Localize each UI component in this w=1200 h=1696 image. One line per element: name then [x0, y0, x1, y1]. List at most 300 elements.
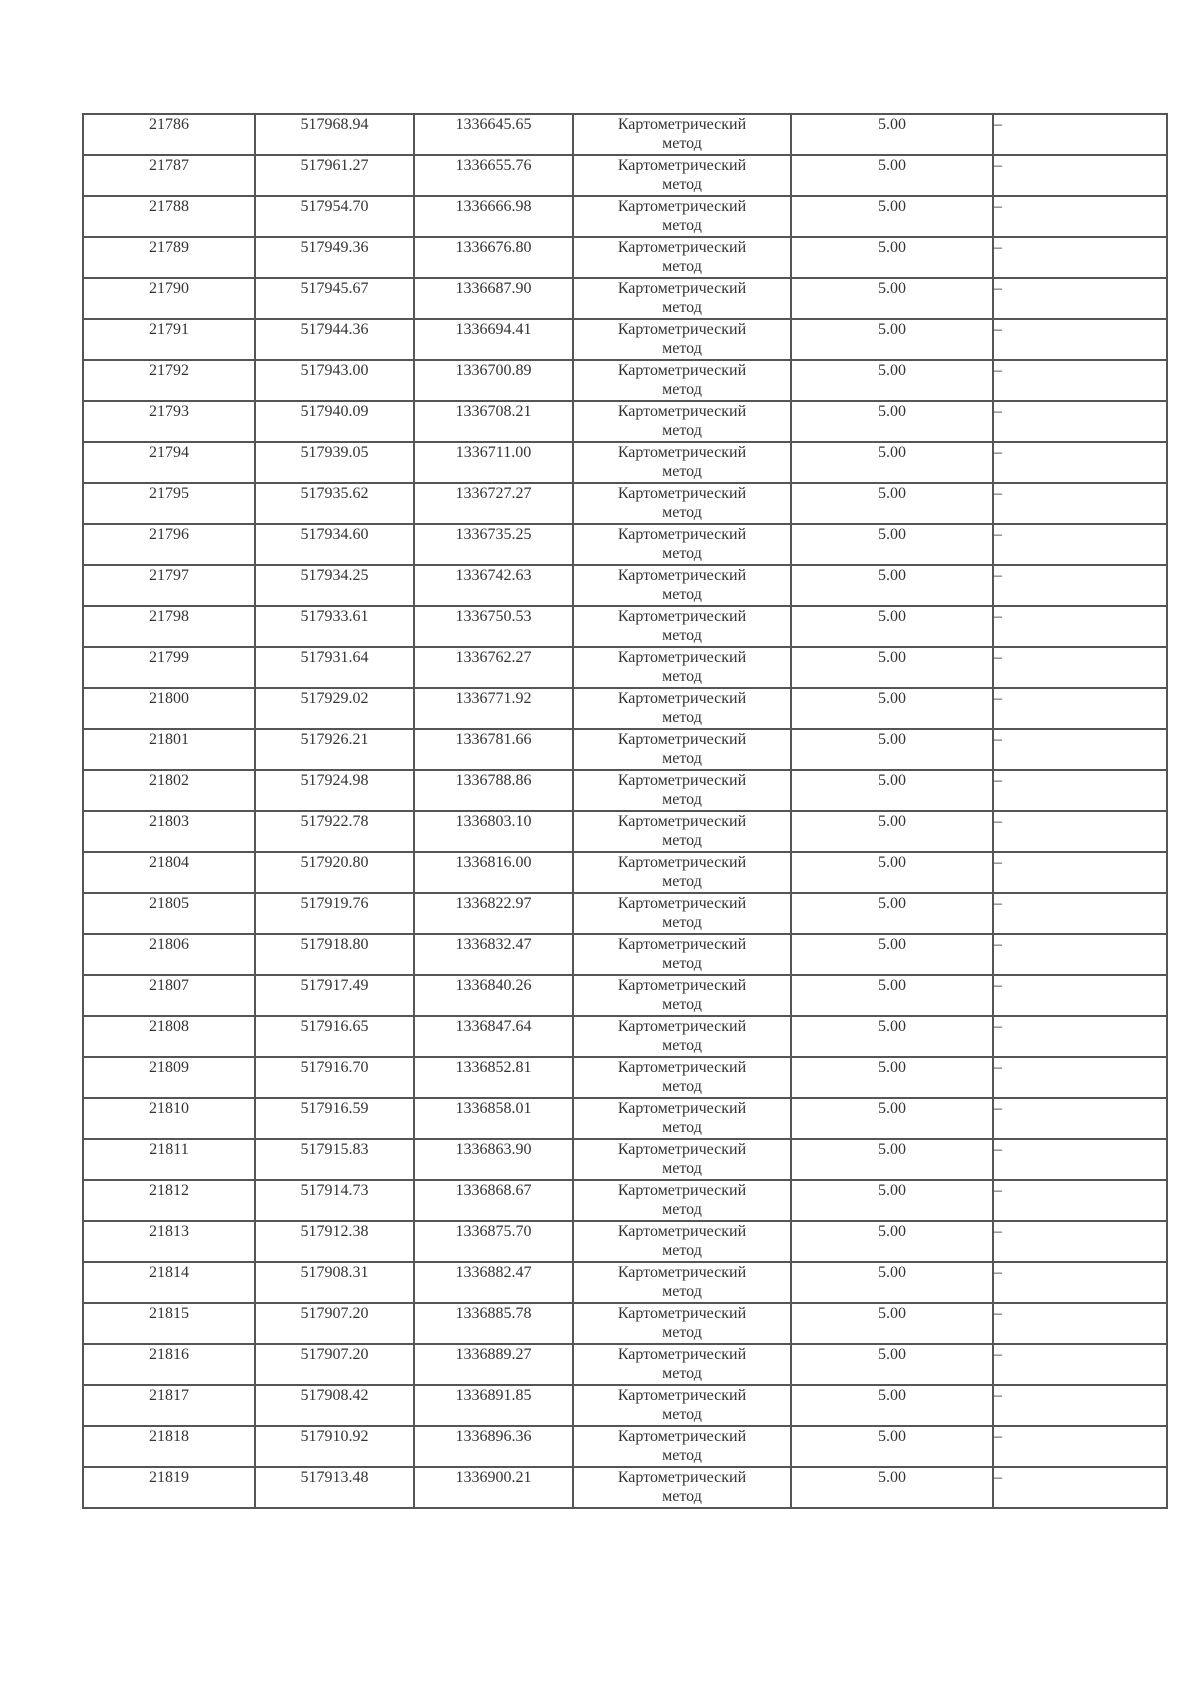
point-number-cell: 21818	[83, 1426, 255, 1467]
method-label-line2: метод	[662, 1406, 702, 1423]
method-label-line1: Картометрический	[617, 977, 747, 994]
method-label-line2: метод	[662, 1365, 702, 1382]
method-cell	[573, 934, 791, 975]
point-number-cell: 21808	[83, 1016, 255, 1057]
note-cell: –	[993, 196, 1167, 237]
point-number-cell: 21806	[83, 934, 255, 975]
table-row	[83, 278, 1167, 319]
note-cell: –	[993, 893, 1167, 934]
y-coordinate-cell: 1336900.21	[414, 1467, 573, 1508]
method-label-line1: Картометрический	[617, 280, 747, 297]
method-label-line2: метод	[662, 832, 702, 849]
method-label-line2: метод	[662, 750, 702, 767]
method-cell	[573, 360, 791, 401]
x-coordinate-cell: 517907.20	[255, 1303, 414, 1344]
table-row	[83, 1303, 1167, 1344]
method-label-line1: Картометрический	[617, 239, 747, 256]
method-label-line2: метод	[662, 1160, 702, 1177]
point-number-cell: 21805	[83, 893, 255, 934]
method-label-line1: Картометрический	[617, 1141, 747, 1158]
note-cell: –	[993, 565, 1167, 606]
table-row	[83, 934, 1167, 975]
accuracy-cell: 5.00	[791, 237, 993, 278]
method-label-line1: Картометрический	[617, 444, 747, 461]
method-cell	[573, 114, 791, 155]
y-coordinate-cell: 1336840.26	[414, 975, 573, 1016]
x-coordinate-cell: 517933.61	[255, 606, 414, 647]
method-label-line2: метод	[662, 1242, 702, 1259]
note-cell: –	[993, 1098, 1167, 1139]
y-coordinate-cell: 1336700.89	[414, 360, 573, 401]
x-coordinate-cell: 517908.31	[255, 1262, 414, 1303]
x-coordinate-cell: 517944.36	[255, 319, 414, 360]
method-label-line1: Картометрический	[617, 485, 747, 502]
table-row	[83, 770, 1167, 811]
note-cell: –	[993, 319, 1167, 360]
note-cell: –	[993, 1385, 1167, 1426]
x-coordinate-cell: 517929.02	[255, 688, 414, 729]
accuracy-cell: 5.00	[791, 1385, 993, 1426]
y-coordinate-cell: 1336771.92	[414, 688, 573, 729]
method-label-line2: метод	[662, 1283, 702, 1300]
table-row	[83, 1016, 1167, 1057]
y-coordinate-cell: 1336735.25	[414, 524, 573, 565]
method-label-line2: метод	[662, 586, 702, 603]
method-label-line2: метод	[662, 955, 702, 972]
y-coordinate-cell: 1336822.97	[414, 893, 573, 934]
x-coordinate-cell: 517924.98	[255, 770, 414, 811]
method-cell	[573, 852, 791, 893]
method-cell	[573, 1344, 791, 1385]
method-label-line1: Картометрический	[617, 1428, 747, 1445]
x-coordinate-cell: 517917.49	[255, 975, 414, 1016]
y-coordinate-cell: 1336896.36	[414, 1426, 573, 1467]
point-number-cell: 21812	[83, 1180, 255, 1221]
method-cell	[573, 729, 791, 770]
x-coordinate-cell: 517934.60	[255, 524, 414, 565]
note-cell: –	[993, 278, 1167, 319]
point-number-cell: 21792	[83, 360, 255, 401]
method-cell	[573, 237, 791, 278]
method-label-line2: метод	[662, 258, 702, 275]
method-label-line1: Картометрический	[617, 1223, 747, 1240]
y-coordinate-cell: 1336875.70	[414, 1221, 573, 1262]
point-number-cell: 21817	[83, 1385, 255, 1426]
note-cell: –	[993, 155, 1167, 196]
note-cell: –	[993, 811, 1167, 852]
note-cell: –	[993, 934, 1167, 975]
method-cell	[573, 893, 791, 934]
x-coordinate-cell: 517916.70	[255, 1057, 414, 1098]
accuracy-cell: 5.00	[791, 1303, 993, 1344]
x-coordinate-cell: 517918.80	[255, 934, 414, 975]
note-cell: –	[993, 852, 1167, 893]
accuracy-cell: 5.00	[791, 1139, 993, 1180]
method-label-line2: метод	[662, 340, 702, 357]
y-coordinate-cell: 1336803.10	[414, 811, 573, 852]
point-number-cell: 21787	[83, 155, 255, 196]
y-coordinate-cell: 1336666.98	[414, 196, 573, 237]
method-cell	[573, 1426, 791, 1467]
point-number-cell: 21814	[83, 1262, 255, 1303]
method-label-line2: метод	[662, 1037, 702, 1054]
table-row	[83, 893, 1167, 934]
y-coordinate-cell: 1336882.47	[414, 1262, 573, 1303]
accuracy-cell: 5.00	[791, 565, 993, 606]
table-row	[83, 647, 1167, 688]
method-label-line1: Картометрический	[617, 649, 747, 666]
table-row	[83, 811, 1167, 852]
point-number-cell: 21800	[83, 688, 255, 729]
note-cell: –	[993, 770, 1167, 811]
method-label-line2: метод	[662, 217, 702, 234]
method-label-line1: Картометрический	[617, 608, 747, 625]
method-label-line1: Картометрический	[617, 895, 747, 912]
table-row	[83, 1262, 1167, 1303]
method-cell	[573, 770, 791, 811]
table-row	[83, 483, 1167, 524]
point-number-cell: 21801	[83, 729, 255, 770]
note-cell: –	[993, 237, 1167, 278]
note-cell: –	[993, 975, 1167, 1016]
y-coordinate-cell: 1336891.85	[414, 1385, 573, 1426]
accuracy-cell: 5.00	[791, 1262, 993, 1303]
note-cell: –	[993, 729, 1167, 770]
x-coordinate-cell: 517939.05	[255, 442, 414, 483]
method-label-line1: Картометрический	[617, 1387, 747, 1404]
point-number-cell: 21799	[83, 647, 255, 688]
note-cell: –	[993, 401, 1167, 442]
x-coordinate-cell: 517908.42	[255, 1385, 414, 1426]
method-label-line2: метод	[662, 463, 702, 480]
note-cell: –	[993, 1303, 1167, 1344]
method-label-line1: Картометрический	[617, 1100, 747, 1117]
method-label-line2: метод	[662, 299, 702, 316]
table-row	[83, 1098, 1167, 1139]
table-row	[83, 1180, 1167, 1221]
x-coordinate-cell: 517914.73	[255, 1180, 414, 1221]
method-label-line1: Картометрический	[617, 403, 747, 420]
x-coordinate-cell: 517919.76	[255, 893, 414, 934]
accuracy-cell: 5.00	[791, 647, 993, 688]
y-coordinate-cell: 1336781.66	[414, 729, 573, 770]
note-cell: –	[993, 1467, 1167, 1508]
table-row	[83, 114, 1167, 155]
method-cell	[573, 1385, 791, 1426]
method-label-line2: метод	[662, 996, 702, 1013]
accuracy-cell: 5.00	[791, 975, 993, 1016]
note-cell: –	[993, 442, 1167, 483]
y-coordinate-cell: 1336762.27	[414, 647, 573, 688]
table-row	[83, 688, 1167, 729]
y-coordinate-cell: 1336885.78	[414, 1303, 573, 1344]
accuracy-cell: 5.00	[791, 1016, 993, 1057]
method-cell	[573, 401, 791, 442]
method-label-line1: Картометрический	[617, 1469, 747, 1486]
method-label-line1: Картометрический	[617, 1264, 747, 1281]
table-row	[83, 1139, 1167, 1180]
coordinates-table	[82, 113, 1168, 1509]
x-coordinate-cell: 517934.25	[255, 565, 414, 606]
accuracy-cell: 5.00	[791, 688, 993, 729]
accuracy-cell: 5.00	[791, 196, 993, 237]
point-number-cell: 21813	[83, 1221, 255, 1262]
accuracy-cell: 5.00	[791, 1180, 993, 1221]
accuracy-cell: 5.00	[791, 483, 993, 524]
method-label-line2: метод	[662, 422, 702, 439]
x-coordinate-cell: 517920.80	[255, 852, 414, 893]
table-row	[83, 401, 1167, 442]
x-coordinate-cell: 517910.92	[255, 1426, 414, 1467]
method-label-line1: Картометрический	[617, 936, 747, 953]
note-cell: –	[993, 647, 1167, 688]
method-cell	[573, 524, 791, 565]
method-cell	[573, 975, 791, 1016]
x-coordinate-cell: 517931.64	[255, 647, 414, 688]
accuracy-cell: 5.00	[791, 319, 993, 360]
method-label-line1: Картометрический	[617, 321, 747, 338]
x-coordinate-cell: 517912.38	[255, 1221, 414, 1262]
note-cell: –	[993, 1344, 1167, 1385]
point-number-cell: 21791	[83, 319, 255, 360]
point-number-cell: 21793	[83, 401, 255, 442]
point-number-cell: 21809	[83, 1057, 255, 1098]
coordinates-table-body	[83, 114, 1167, 1508]
note-cell: –	[993, 688, 1167, 729]
y-coordinate-cell: 1336847.64	[414, 1016, 573, 1057]
x-coordinate-cell: 517916.59	[255, 1098, 414, 1139]
y-coordinate-cell: 1336788.86	[414, 770, 573, 811]
method-label-line1: Картометрический	[617, 854, 747, 871]
method-label-line1: Картометрический	[617, 567, 747, 584]
table-row	[83, 1467, 1167, 1508]
table-row	[83, 360, 1167, 401]
point-number-cell: 21815	[83, 1303, 255, 1344]
note-cell: –	[993, 606, 1167, 647]
method-label-line1: Картометрический	[617, 731, 747, 748]
y-coordinate-cell: 1336742.63	[414, 565, 573, 606]
note-cell: –	[993, 1221, 1167, 1262]
method-label-line2: метод	[662, 381, 702, 398]
method-cell	[573, 278, 791, 319]
method-label-line2: метод	[662, 873, 702, 890]
accuracy-cell: 5.00	[791, 1098, 993, 1139]
method-label-line2: метод	[662, 135, 702, 152]
point-number-cell: 21811	[83, 1139, 255, 1180]
method-label-line1: Картометрический	[617, 1305, 747, 1322]
x-coordinate-cell: 517940.09	[255, 401, 414, 442]
table-row	[83, 1385, 1167, 1426]
point-number-cell: 21797	[83, 565, 255, 606]
accuracy-cell: 5.00	[791, 1221, 993, 1262]
accuracy-cell: 5.00	[791, 442, 993, 483]
y-coordinate-cell: 1336868.67	[414, 1180, 573, 1221]
x-coordinate-cell: 517907.20	[255, 1344, 414, 1385]
note-cell: –	[993, 483, 1167, 524]
y-coordinate-cell: 1336645.65	[414, 114, 573, 155]
y-coordinate-cell: 1336727.27	[414, 483, 573, 524]
accuracy-cell: 5.00	[791, 360, 993, 401]
table-row	[83, 196, 1167, 237]
method-cell	[573, 483, 791, 524]
y-coordinate-cell: 1336863.90	[414, 1139, 573, 1180]
point-number-cell: 21794	[83, 442, 255, 483]
method-cell	[573, 1180, 791, 1221]
method-cell	[573, 1221, 791, 1262]
x-coordinate-cell: 517949.36	[255, 237, 414, 278]
x-coordinate-cell: 517935.62	[255, 483, 414, 524]
method-cell	[573, 647, 791, 688]
method-label-line1: Картометрический	[617, 526, 747, 543]
accuracy-cell: 5.00	[791, 852, 993, 893]
method-label-line2: метод	[662, 176, 702, 193]
method-cell	[573, 565, 791, 606]
method-label-line2: метод	[662, 709, 702, 726]
table-row	[83, 975, 1167, 1016]
y-coordinate-cell: 1336687.90	[414, 278, 573, 319]
method-label-line2: метод	[662, 1078, 702, 1095]
method-cell	[573, 1057, 791, 1098]
method-label-line1: Картометрический	[617, 690, 747, 707]
accuracy-cell: 5.00	[791, 811, 993, 852]
method-cell	[573, 155, 791, 196]
accuracy-cell: 5.00	[791, 1057, 993, 1098]
y-coordinate-cell: 1336852.81	[414, 1057, 573, 1098]
point-number-cell: 21819	[83, 1467, 255, 1508]
method-label-line1: Картометрический	[617, 1059, 747, 1076]
accuracy-cell: 5.00	[791, 114, 993, 155]
accuracy-cell: 5.00	[791, 893, 993, 934]
method-label-line2: метод	[662, 1447, 702, 1464]
point-number-cell: 21802	[83, 770, 255, 811]
method-cell	[573, 1303, 791, 1344]
method-label-line1: Картометрический	[617, 1346, 747, 1363]
y-coordinate-cell: 1336889.27	[414, 1344, 573, 1385]
method-label-line2: метод	[662, 1119, 702, 1136]
table-row	[83, 319, 1167, 360]
x-coordinate-cell: 517926.21	[255, 729, 414, 770]
method-cell	[573, 1467, 791, 1508]
note-cell: –	[993, 1016, 1167, 1057]
x-coordinate-cell: 517922.78	[255, 811, 414, 852]
point-number-cell: 21790	[83, 278, 255, 319]
table-row	[83, 729, 1167, 770]
point-number-cell: 21788	[83, 196, 255, 237]
accuracy-cell: 5.00	[791, 729, 993, 770]
accuracy-cell: 5.00	[791, 278, 993, 319]
note-cell: –	[993, 1139, 1167, 1180]
method-label-line1: Картометрический	[617, 362, 747, 379]
y-coordinate-cell: 1336832.47	[414, 934, 573, 975]
point-number-cell: 21789	[83, 237, 255, 278]
method-label-line2: метод	[662, 545, 702, 562]
table-row	[83, 237, 1167, 278]
method-label-line1: Картометрический	[617, 1182, 747, 1199]
y-coordinate-cell: 1336816.00	[414, 852, 573, 893]
method-label-line1: Картометрический	[617, 116, 747, 133]
table-row	[83, 1221, 1167, 1262]
method-label-line1: Картометрический	[617, 772, 747, 789]
method-cell	[573, 688, 791, 729]
note-cell: –	[993, 524, 1167, 565]
x-coordinate-cell: 517913.48	[255, 1467, 414, 1508]
method-cell	[573, 1016, 791, 1057]
accuracy-cell: 5.00	[791, 1344, 993, 1385]
x-coordinate-cell: 517916.65	[255, 1016, 414, 1057]
x-coordinate-cell: 517915.83	[255, 1139, 414, 1180]
note-cell: –	[993, 1262, 1167, 1303]
method-cell	[573, 442, 791, 483]
method-cell	[573, 1098, 791, 1139]
table-row	[83, 524, 1167, 565]
method-cell	[573, 1139, 791, 1180]
table-row	[83, 606, 1167, 647]
method-label-line1: Картометрический	[617, 813, 747, 830]
method-label-line2: метод	[662, 504, 702, 521]
y-coordinate-cell: 1336676.80	[414, 237, 573, 278]
accuracy-cell: 5.00	[791, 155, 993, 196]
method-label-line1: Картометрический	[617, 157, 747, 174]
table-row	[83, 442, 1167, 483]
method-label-line2: метод	[662, 627, 702, 644]
method-cell	[573, 196, 791, 237]
table-row	[83, 852, 1167, 893]
point-number-cell: 21807	[83, 975, 255, 1016]
method-label-line2: метод	[662, 791, 702, 808]
table-row	[83, 1057, 1167, 1098]
table-row	[83, 1344, 1167, 1385]
note-cell: –	[993, 1057, 1167, 1098]
table-row	[83, 1426, 1167, 1467]
y-coordinate-cell: 1336858.01	[414, 1098, 573, 1139]
accuracy-cell: 5.00	[791, 401, 993, 442]
note-cell: –	[993, 360, 1167, 401]
method-label-line1: Картометрический	[617, 1018, 747, 1035]
point-number-cell: 21798	[83, 606, 255, 647]
note-cell: –	[993, 1180, 1167, 1221]
accuracy-cell: 5.00	[791, 606, 993, 647]
note-cell: –	[993, 114, 1167, 155]
y-coordinate-cell: 1336750.53	[414, 606, 573, 647]
accuracy-cell: 5.00	[791, 524, 993, 565]
point-number-cell: 21786	[83, 114, 255, 155]
point-number-cell: 21803	[83, 811, 255, 852]
method-cell	[573, 811, 791, 852]
x-coordinate-cell: 517943.00	[255, 360, 414, 401]
note-cell: –	[993, 1426, 1167, 1467]
method-cell	[573, 1262, 791, 1303]
y-coordinate-cell: 1336708.21	[414, 401, 573, 442]
y-coordinate-cell: 1336711.00	[414, 442, 573, 483]
method-cell	[573, 319, 791, 360]
table-row	[83, 565, 1167, 606]
accuracy-cell: 5.00	[791, 1467, 993, 1508]
method-label-line2: метод	[662, 914, 702, 931]
point-number-cell: 21796	[83, 524, 255, 565]
accuracy-cell: 5.00	[791, 1426, 993, 1467]
table-row	[83, 155, 1167, 196]
method-label-line1: Картометрический	[617, 198, 747, 215]
method-label-line2: метод	[662, 1201, 702, 1218]
x-coordinate-cell: 517968.94	[255, 114, 414, 155]
point-number-cell: 21804	[83, 852, 255, 893]
method-label-line2: метод	[662, 1488, 702, 1505]
point-number-cell: 21795	[83, 483, 255, 524]
point-number-cell: 21816	[83, 1344, 255, 1385]
point-number-cell: 21810	[83, 1098, 255, 1139]
x-coordinate-cell: 517954.70	[255, 196, 414, 237]
accuracy-cell: 5.00	[791, 934, 993, 975]
